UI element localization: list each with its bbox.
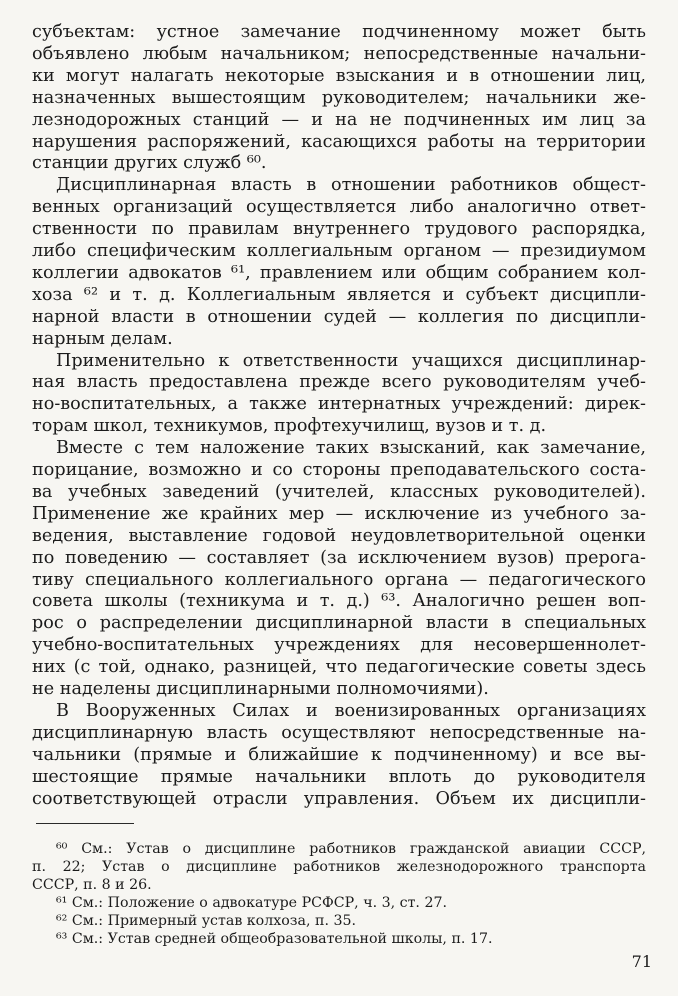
text-line: нарушения распоряжений, касающихся работы на территории (32, 131, 646, 152)
text-line: чальники (прямые и ближайшие к подчиненному) и все вы- (32, 744, 646, 765)
text-line: но-воспитательных, а также интернатных учреждений: дирек- (32, 394, 646, 415)
text-line: учебно-воспитательных учреждениях для несовершеннолет- (32, 635, 646, 656)
text-line: шестоящие прямые начальники вплоть до руководителя (32, 766, 646, 787)
text-line: ки могут налагать некоторые взыскания и в отношении лиц, (32, 65, 646, 86)
text-line: Дисциплинарная власть в отношении работников общест- (56, 175, 646, 196)
text-line: дисциплинарную власть осуществляют непосредственные на- (32, 722, 646, 743)
text-line: Применительно к ответственности учащихся дисциплинар- (56, 350, 646, 371)
footnote-line: СССР, п. 8 и 26. (32, 877, 152, 893)
text-line: Вместе с тем наложение таких взысканий, как замечание, (56, 438, 646, 459)
text-line: Применение же крайних мер — исключение из учебного за- (32, 503, 646, 524)
page-number: 71 (631, 952, 652, 971)
text-line: тиву специального коллегиального органа — педагогического (32, 569, 646, 590)
text-line: них (с той, однако, разницей, что педагогические советы здесь (32, 657, 646, 678)
footnote-line: п. 22; Устав о дисциплине работников железнодорожного транспорта (32, 859, 646, 875)
text-line: ственности по правилам внутреннего трудового распорядка, (32, 219, 646, 240)
text-line: ва учебных заведений (учителей, классных руководителей). (32, 481, 646, 502)
text-line: субъектам: устное замечание подчиненному может быть (32, 22, 646, 42)
text-line: ная власть предоставлена прежде всего руководителям учеб- (32, 372, 646, 393)
footnote-line: ⁶¹ См.: Положение о адвокатуре РСФСР, ч. 3, ст. 27. (56, 895, 448, 911)
text-line: торам школ, техникумов, профтехучилищ, вузов и т. д. (32, 416, 547, 437)
text-line: В Вооруженных Силах и военизированных организациях (56, 700, 646, 721)
footnote-line: ⁶³ См.: Устав средней общеобразовательной школы, п. 17. (56, 931, 493, 947)
text-line: либо специфическим коллегиальным органом — президиумом (32, 241, 646, 261)
text-line: коллегии адвокатов ⁶¹, правлением или общим собранием кол- (32, 262, 646, 283)
text-line: венных организаций осуществляется либо аналогично ответ- (32, 197, 646, 218)
text-line: совета школы (техникума и т. д.) ⁶³. Аналогично решен воп- (32, 591, 646, 612)
text-line: назначенных вышестоящим руководителем; начальники же- (32, 87, 646, 108)
text-line: по поведению — составляет (за исключением вузов) прерога- (32, 547, 646, 568)
text-line: лезнодорожных станций — и на не подчиненных им лиц за (32, 109, 646, 130)
text-line: станции других служб ⁶⁰. (32, 153, 267, 174)
text-line: нарной власти в отношении судей — коллегия по дисципли- (32, 306, 646, 327)
text-line: порицание, возможно и со стороны преподавательского соста- (32, 460, 646, 480)
footnote-line: ⁶⁰ См.: Устав о дисциплине работников гражданской авиации СССР, (56, 841, 646, 857)
footnote-line: ⁶² См.: Примерный устав колхоза, п. 35. (56, 913, 357, 929)
text-line: не наделены дисциплинарными полномочиями). (32, 679, 489, 699)
text-line: ведения, выставление годовой неудовлетворительной оценки (32, 525, 646, 546)
text-line: нарным делам. (32, 328, 173, 349)
text-line: хоза ⁶² и т. д. Коллегиальным является и субъект дисципли- (32, 284, 646, 305)
text-line: соответствующей отрасли управления. Объем их дисципли- (32, 788, 646, 809)
text-line: объявлено любым начальником; непосредственные начальни- (32, 43, 646, 64)
footnote-separator (36, 823, 134, 824)
text-line: рос о распределении дисциплинарной власти в специальных (32, 613, 646, 634)
